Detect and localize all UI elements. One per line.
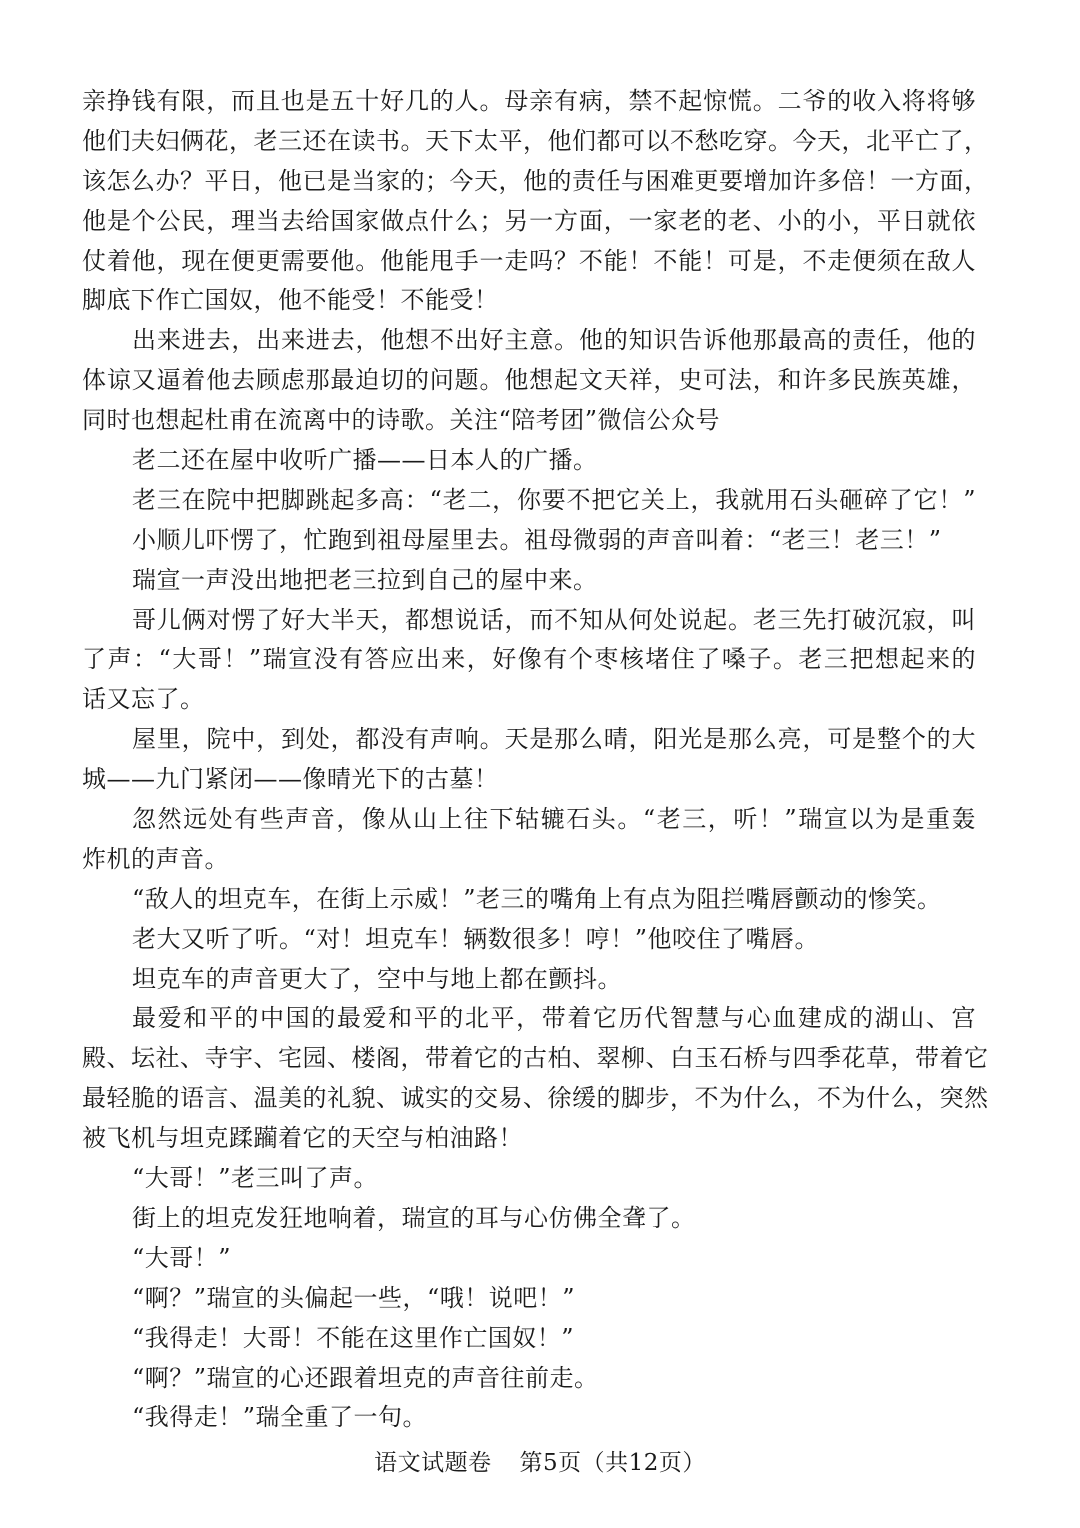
footer-subject: 语文试题卷 bbox=[374, 1450, 492, 1476]
text-line: 体谅又逼着他去顾虑那最迫切的问题。他想起文天祥，史可法，和许多民族英雄， bbox=[82, 366, 976, 395]
text-line: 话又忘了。 bbox=[82, 685, 205, 714]
text-line: “我得走！大哥！不能在这里作亡国奴！” bbox=[132, 1323, 575, 1352]
text-line: 仗着他，现在便更需要他。他能甩手一走吗？不能！不能！可是，不走便须在敌人 bbox=[82, 246, 976, 275]
text-line: 街上的坦克发狂地响着，瑞宣的耳与心仿佛全聋了。 bbox=[132, 1203, 696, 1232]
text-line: 亲挣钱有限，而且也是五十好几的人。母亲有病，禁不起惊慌。二爷的收入将将够 bbox=[82, 87, 976, 115]
text-line: 哥儿俩对愣了好大半天，都想说话，而不知从何处说起。老三先打破沉寂，叫 bbox=[132, 605, 976, 634]
text-line: 了声：“大哥！”瑞宣没有答应出来，好像有个枣核堵住了嗓子。老三把想起来的 bbox=[82, 645, 976, 674]
text-line: 坦克车的声音更大了，空中与地上都在颤抖。 bbox=[132, 964, 622, 993]
text-line: 出来进去，出来进去，他想不出好主意。他的知识告诉他那最高的责任，他的 bbox=[132, 326, 976, 355]
text-line: 城——九门紧闭——像晴光下的古墓！ bbox=[82, 765, 499, 794]
text-line: 老三在院中把脚跳起多高：“老二，你要不把它关上，我就用石头砸碎了它！” bbox=[132, 485, 976, 514]
footer-page-number: 第5页（共12页） bbox=[519, 1450, 706, 1476]
text-line: 屋里，院中，到处，都没有声响。天是那么晴，阳光是那么亮，可是整个的大 bbox=[132, 725, 976, 754]
text-line: 他们夫妇俩花，老三还在读书。天下太平，他们都可以不愁吃穿。今天，北平亡了， bbox=[82, 126, 989, 155]
text-line: “啊？”瑞宣的头偏起一些，“哦！说吧！” bbox=[132, 1283, 576, 1312]
text-line: 被飞机与坦克蹂躏着它的天空与柏油路！ bbox=[82, 1124, 523, 1153]
text-line: 同时也想起杜甫在流离中的诗歌。关注“陪考团”微信公众号 bbox=[82, 406, 721, 435]
text-line: “大哥！”老三叫了声。 bbox=[132, 1164, 379, 1193]
text-line: 最爱和平的中国的最爱和平的北平，带着它历代智慧与心血建成的湖山、宫 bbox=[132, 1004, 976, 1033]
text-line: 他是个公民，理当去给国家做点什么；另一方面，一家老的老、小的小，平日就依 bbox=[82, 206, 976, 235]
passage-text bbox=[82, 82, 989, 1438]
text-line: 殿、坛社、寺宇、宅园、楼阁，带着它的古柏、翠柳、白玉石桥与四季花草，带着它 bbox=[82, 1044, 989, 1073]
text-line: 瑞宣一声没出地把老三拉到自己的屋中来。 bbox=[132, 565, 598, 594]
text-line: 该怎么办？平日，他已是当家的；今天，他的责任与困难更要增加许多倍！一方面， bbox=[82, 166, 989, 195]
text-line: “我得走！”瑞全重了一句。 bbox=[132, 1403, 428, 1432]
text-line: 忽然远处有些声音，像从山上往下轱辘石头。“老三，听！”瑞宣以为是重轰 bbox=[132, 805, 976, 834]
text-line: 最轻脆的语言、温美的礼貌、诚实的交易、徐缓的脚步，不为什么，不为什么，突然 bbox=[82, 1084, 989, 1113]
text-line: 炸机的声音。 bbox=[82, 844, 229, 873]
page-footer bbox=[0, 1444, 1080, 1477]
text-line: 脚底下作亡国奴，他不能受！不能受！ bbox=[82, 286, 499, 315]
text-line: “敌人的坦克车，在街上示威！”老三的嘴角上有点为阻拦嘴唇颤动的惨笑。 bbox=[132, 884, 942, 913]
text-line: 老大又听了听。“对！坦克车！辆数很多！哼！”他咬住了嘴唇。 bbox=[132, 924, 820, 953]
text-line: 老二还在屋中收听广播——日本人的广播。 bbox=[132, 446, 598, 475]
text-line: 小顺儿吓愣了，忙跑到祖母屋里去。祖母微弱的声音叫着：“老三！老三！” bbox=[132, 525, 942, 554]
text-line: “大哥！” bbox=[132, 1243, 232, 1272]
text-line: “啊？”瑞宣的心还跟着坦克的声音往前走。 bbox=[132, 1363, 599, 1392]
